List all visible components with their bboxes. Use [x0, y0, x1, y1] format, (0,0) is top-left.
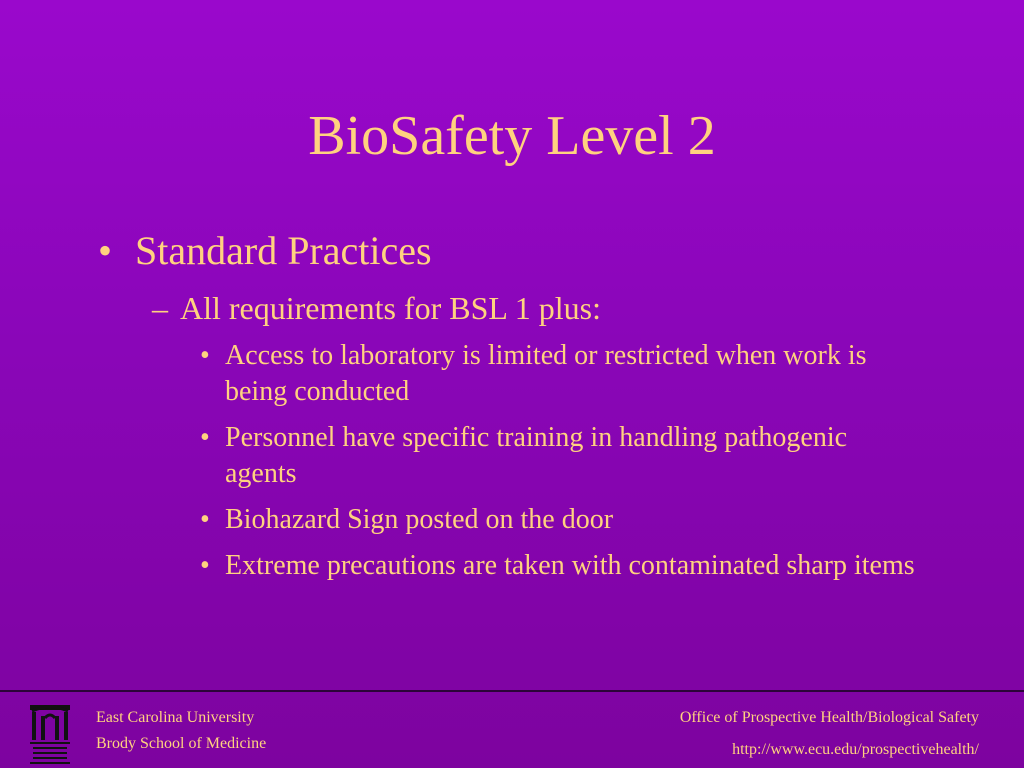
bullet-icon: • — [98, 228, 113, 273]
sub-bullet-text: All requirements for BSL 1 plus: — [180, 290, 601, 326]
requirement-text: Biohazard Sign posted on the door — [225, 504, 614, 535]
requirement-text: Personnel have specific training in handling pathogenic agents — [225, 422, 848, 489]
footer-url-link[interactable]: http://www.ecu.edu/prospectivehealth/ — [732, 741, 979, 758]
slide-title: BioSafety Level 2 — [308, 105, 716, 167]
ecu-cupola-logo-icon — [27, 700, 73, 766]
sub-bullet-item-bsl1 — [152, 288, 601, 328]
footer-office-name: Office of Prospective Health/Biological Safety — [679, 709, 979, 726]
requirement-text: Extreme precautions are taken with contaminated sharp items — [225, 550, 915, 581]
requirement-list — [200, 338, 920, 594]
bullet-icon: • — [200, 504, 210, 535]
bullet-icon: • — [200, 422, 210, 453]
bullet-icon: • — [200, 550, 210, 581]
bullet-text: Standard Practices — [135, 228, 432, 273]
bullet-icon: • — [200, 340, 210, 371]
footer-school: Brody School of Medicine — [96, 735, 267, 752]
footer-institution — [96, 705, 266, 757]
requirement-item — [200, 420, 920, 492]
requirement-item — [200, 502, 920, 538]
requirement-item — [200, 548, 920, 584]
footer-university: East Carolina University — [96, 709, 255, 726]
bullet-item-standard-practices — [98, 228, 432, 274]
footer-office — [680, 705, 979, 763]
slide-footer — [0, 692, 1024, 768]
requirement-item — [200, 338, 920, 410]
dash-icon: – — [152, 290, 168, 326]
requirement-text: Access to laboratory is limited or restricted when work is being conducted — [225, 340, 867, 407]
